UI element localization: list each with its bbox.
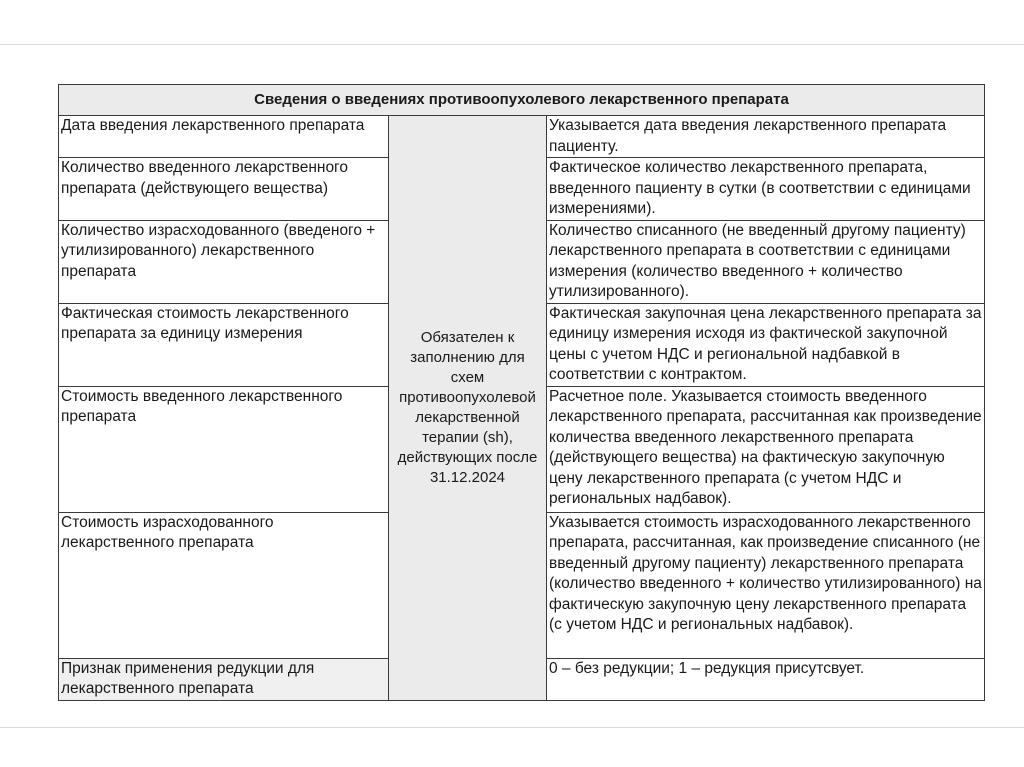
table-title: Сведения о введениях противоопухолевого лекарственного препарата bbox=[59, 85, 985, 116]
row-name-cell: Фактическая стоимость лекарственного препарата за единицу измерения bbox=[59, 303, 389, 386]
row-desc-cell: Фактическая закупочная цена лекарственного препарата за единицу измерения исходя из фактической закупочной цены с учетом НДС и региональной надбавкой в соответствии с контрактом. bbox=[547, 303, 985, 386]
info-table-container bbox=[58, 84, 984, 700]
top-divider bbox=[0, 44, 1024, 45]
row-name-cell: Стоимость израсходованного лекарственного препарата bbox=[59, 512, 389, 658]
row-desc-cell: Фактическое количество лекарственного препарата, введенного пациенту в сутки (в соответствии с единицами измерениями). bbox=[547, 158, 985, 221]
row-name-cell: Признак применения редукции для лекарственного препарата bbox=[59, 658, 389, 700]
bottom-divider bbox=[0, 727, 1024, 728]
row-name-cell: Стоимость введенного лекарственного препарата bbox=[59, 386, 389, 512]
row-desc-cell: Указывается дата введения лекарственного препарата пациенту. bbox=[547, 116, 985, 158]
info-table bbox=[58, 84, 985, 701]
table-header-row bbox=[59, 85, 985, 116]
row-name-cell: Количество введенного лекарственного препарата (действующего вещества) bbox=[59, 158, 389, 221]
row-desc-cell: Расчетное поле. Указывается стоимость введенного лекарственного препарата, рассчитанная как произведение количества введенного лекарственного препарата (действующего вещества) на фактическую закупочную цену лекарственного препарата (с учетом НДС и региональных надбавок). bbox=[547, 386, 985, 512]
row-desc-cell: 0 – без редукции; 1 – редукция присутсвует. bbox=[547, 658, 985, 700]
row-name-cell: Дата введения лекарственного препарата bbox=[59, 116, 389, 158]
table-row bbox=[59, 116, 985, 158]
row-name-cell: Количество израсходованного (введеного + утилизированного) лекарственного препарата bbox=[59, 220, 389, 303]
row-desc-cell: Количество списанного (не введенный другому пациенту) лекарственного препарата в соответствии с единицами измерения (количество введенного + количество утилизированного). bbox=[547, 220, 985, 303]
row-desc-cell: Указывается стоимость израсходованного лекарственного препарата, рассчитанная, как произведение списанного (не введенный другому пациенту) лекарственного препарата (количество введенного + количество утилизированного) на фактическую закупочную цену лекарственного препарата (с учетом НДС и региональных надбавок). bbox=[547, 512, 985, 658]
requirement-note-cell: Обязателен к заполнению для схем противоопухолевой лекарственной терапии (sh), действующих после 31.12.2024 bbox=[389, 116, 547, 701]
